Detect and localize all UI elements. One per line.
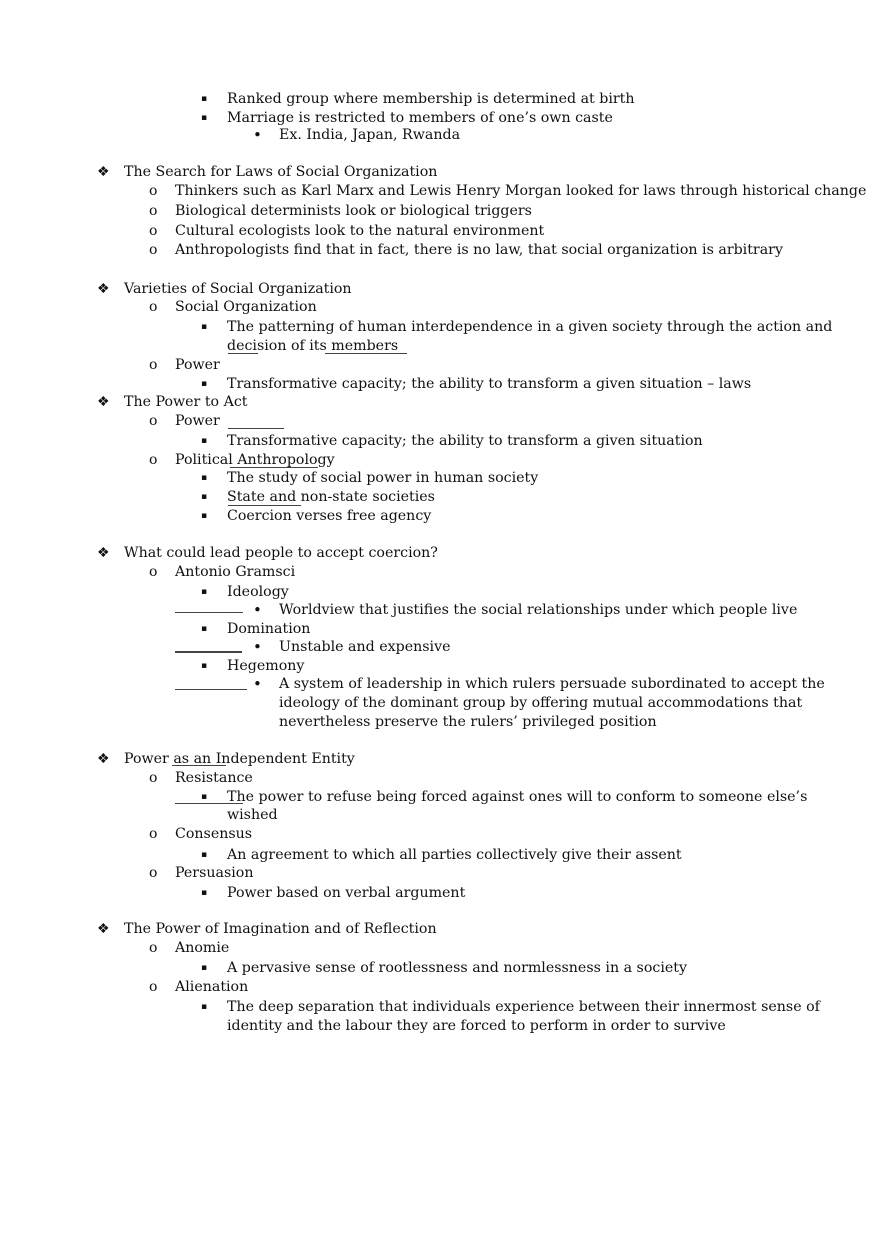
bullet-square: ▪: [201, 661, 208, 671]
bullet-circle: o: [149, 223, 158, 239]
bullet-circle: o: [149, 940, 158, 956]
outline-line-l3: Ranked group where membership is determined at birth: [227, 91, 635, 107]
outline-heading: The Power of Imagination and of Reflection: [124, 921, 437, 937]
outline-line-l3: Hegemony: [227, 658, 305, 674]
bullet-square: ▪: [201, 888, 208, 898]
bullet-circle: o: [149, 770, 158, 786]
outline-line-l4: Ex. India, Japan, Rwanda: [279, 127, 461, 143]
bullet-square: ▪: [201, 113, 208, 123]
bullet-square: ▪: [201, 850, 208, 860]
bullet-diamond: ❖: [97, 164, 110, 180]
outline-line-l4: A system of leadership in which rulers persuade subordinated to accept the: [279, 676, 825, 692]
outline-line-l3: Coercion verses free agency: [227, 508, 432, 524]
bullet-circle: o: [149, 203, 158, 219]
outline-line-l3: State and non-state societies: [227, 489, 435, 505]
bullet-diamond: ❖: [97, 751, 110, 767]
bullet-dot: •: [253, 126, 262, 144]
outline-line-continuation: identity and the labour they are forced to perform in order to survive: [227, 1018, 726, 1034]
bullet-circle: o: [149, 299, 158, 315]
outline-line-l2: Resistance: [175, 770, 253, 786]
outline-line-continuation: decision of its members: [227, 338, 399, 354]
bullet-square: ▪: [201, 436, 208, 446]
outline-line-continuation: ideology of the dominant group by offering mutual accommodations that: [279, 695, 803, 711]
bullet-square: ▪: [201, 963, 208, 973]
outline-heading: The Power to Act: [124, 394, 248, 410]
outline-line-l3: Transformative capacity; the ability to transform a given situation – laws: [227, 376, 752, 392]
bullet-square: ▪: [201, 492, 208, 502]
bullet-circle: o: [149, 413, 158, 429]
outline-line-l2: Political Anthropology: [175, 452, 335, 468]
bullet-square: ▪: [201, 587, 208, 597]
outline-line-l2: Power: [175, 357, 220, 373]
outline-line-l3: Ideology: [227, 584, 289, 600]
bullet-square: ▪: [201, 379, 208, 389]
bullet-circle: o: [149, 357, 158, 373]
bullet-dot: •: [253, 675, 262, 693]
outline-line-l2: Anomie: [175, 940, 230, 956]
underline-mark: [175, 803, 243, 804]
underline-mark: [228, 505, 301, 506]
outline-line-l3: The study of social power in human society: [227, 470, 539, 486]
bullet-diamond: ❖: [97, 545, 110, 561]
outline-line-l4: Worldview that justifies the social relationships under which people live: [279, 602, 798, 618]
outline-line-l2: Consensus: [175, 826, 253, 842]
outline-line-l2: Cultural ecologists look to the natural environment: [175, 223, 545, 239]
underline-mark: [230, 467, 318, 468]
bullet-circle: o: [149, 826, 158, 842]
outline-line-l2: Antonio Gramsci: [175, 564, 296, 580]
underline-mark: [175, 651, 242, 653]
outline-line-l3: An agreement to which all parties collectively give their assent: [227, 847, 682, 863]
outline-line-l3: Transformative capacity; the ability to transform a given situation: [227, 433, 703, 449]
bullet-circle: o: [149, 242, 158, 258]
bullet-square: ▪: [201, 792, 208, 802]
outline-line-l3: Marriage is restricted to members of one’s own caste: [227, 110, 613, 126]
underline-mark: [172, 765, 226, 766]
outline-line-l2: Power: [175, 413, 220, 429]
outline-line-l2: Alienation: [175, 979, 249, 995]
outline-heading: Varieties of Social Organization: [124, 281, 352, 297]
outline-line-continuation: wished: [227, 807, 278, 823]
outline-heading: The Search for Laws of Social Organization: [124, 164, 438, 180]
outline-heading: Power as an Independent Entity: [124, 751, 355, 767]
outline-line-l4: Unstable and expensive: [279, 639, 451, 655]
bullet-diamond: ❖: [97, 921, 110, 937]
bullet-circle: o: [149, 979, 158, 995]
outline-line-l3: Domination: [227, 621, 311, 637]
bullet-dot: •: [253, 638, 262, 656]
outline-line-l2: Persuasion: [175, 865, 254, 881]
underline-mark: [175, 612, 243, 613]
bullet-circle: o: [149, 865, 158, 881]
outline-line-l3: The deep separation that individuals experience between their innermost sense of: [227, 999, 820, 1015]
bullet-circle: o: [149, 183, 158, 199]
bullet-circle: o: [149, 452, 158, 468]
outline-line-continuation: nevertheless preserve the rulers’ privileged position: [279, 714, 657, 730]
outline-line-l2: Anthropologists find that in fact, there is no law, that social organization is arbitrary: [175, 242, 783, 258]
outline-line-l2: Social Organization: [175, 299, 317, 315]
outline-line-l3: Power based on verbal argument: [227, 885, 466, 901]
outline-line-l3: The patterning of human interdependence in a given society through the action and: [227, 319, 833, 335]
bullet-square: ▪: [201, 322, 208, 332]
underline-mark: [325, 353, 407, 354]
bullet-dot: •: [253, 601, 262, 619]
underline-mark: [175, 689, 247, 690]
underline-mark: [228, 353, 258, 354]
bullet-diamond: ❖: [97, 281, 110, 297]
bullet-square: ▪: [201, 624, 208, 634]
outline-line-l3: The power to refuse being forced against ones will to conform to someone else’s: [227, 789, 808, 805]
outline-line-l2: Thinkers such as Karl Marx and Lewis Henry Morgan looked for laws through historical change: [175, 183, 867, 199]
bullet-diamond: ❖: [97, 394, 110, 410]
outline-line-l3: A pervasive sense of rootlessness and normlessness in a society: [227, 960, 687, 976]
bullet-circle: o: [149, 564, 158, 580]
bullet-square: ▪: [201, 1002, 208, 1012]
bullet-square: ▪: [201, 511, 208, 521]
outline-line-l2: Biological determinists look or biological triggers: [175, 203, 532, 219]
underline-mark: [228, 428, 284, 429]
bullet-square: ▪: [201, 94, 208, 104]
bullet-square: ▪: [201, 473, 208, 483]
outline-heading: What could lead people to accept coercion?: [124, 545, 438, 561]
